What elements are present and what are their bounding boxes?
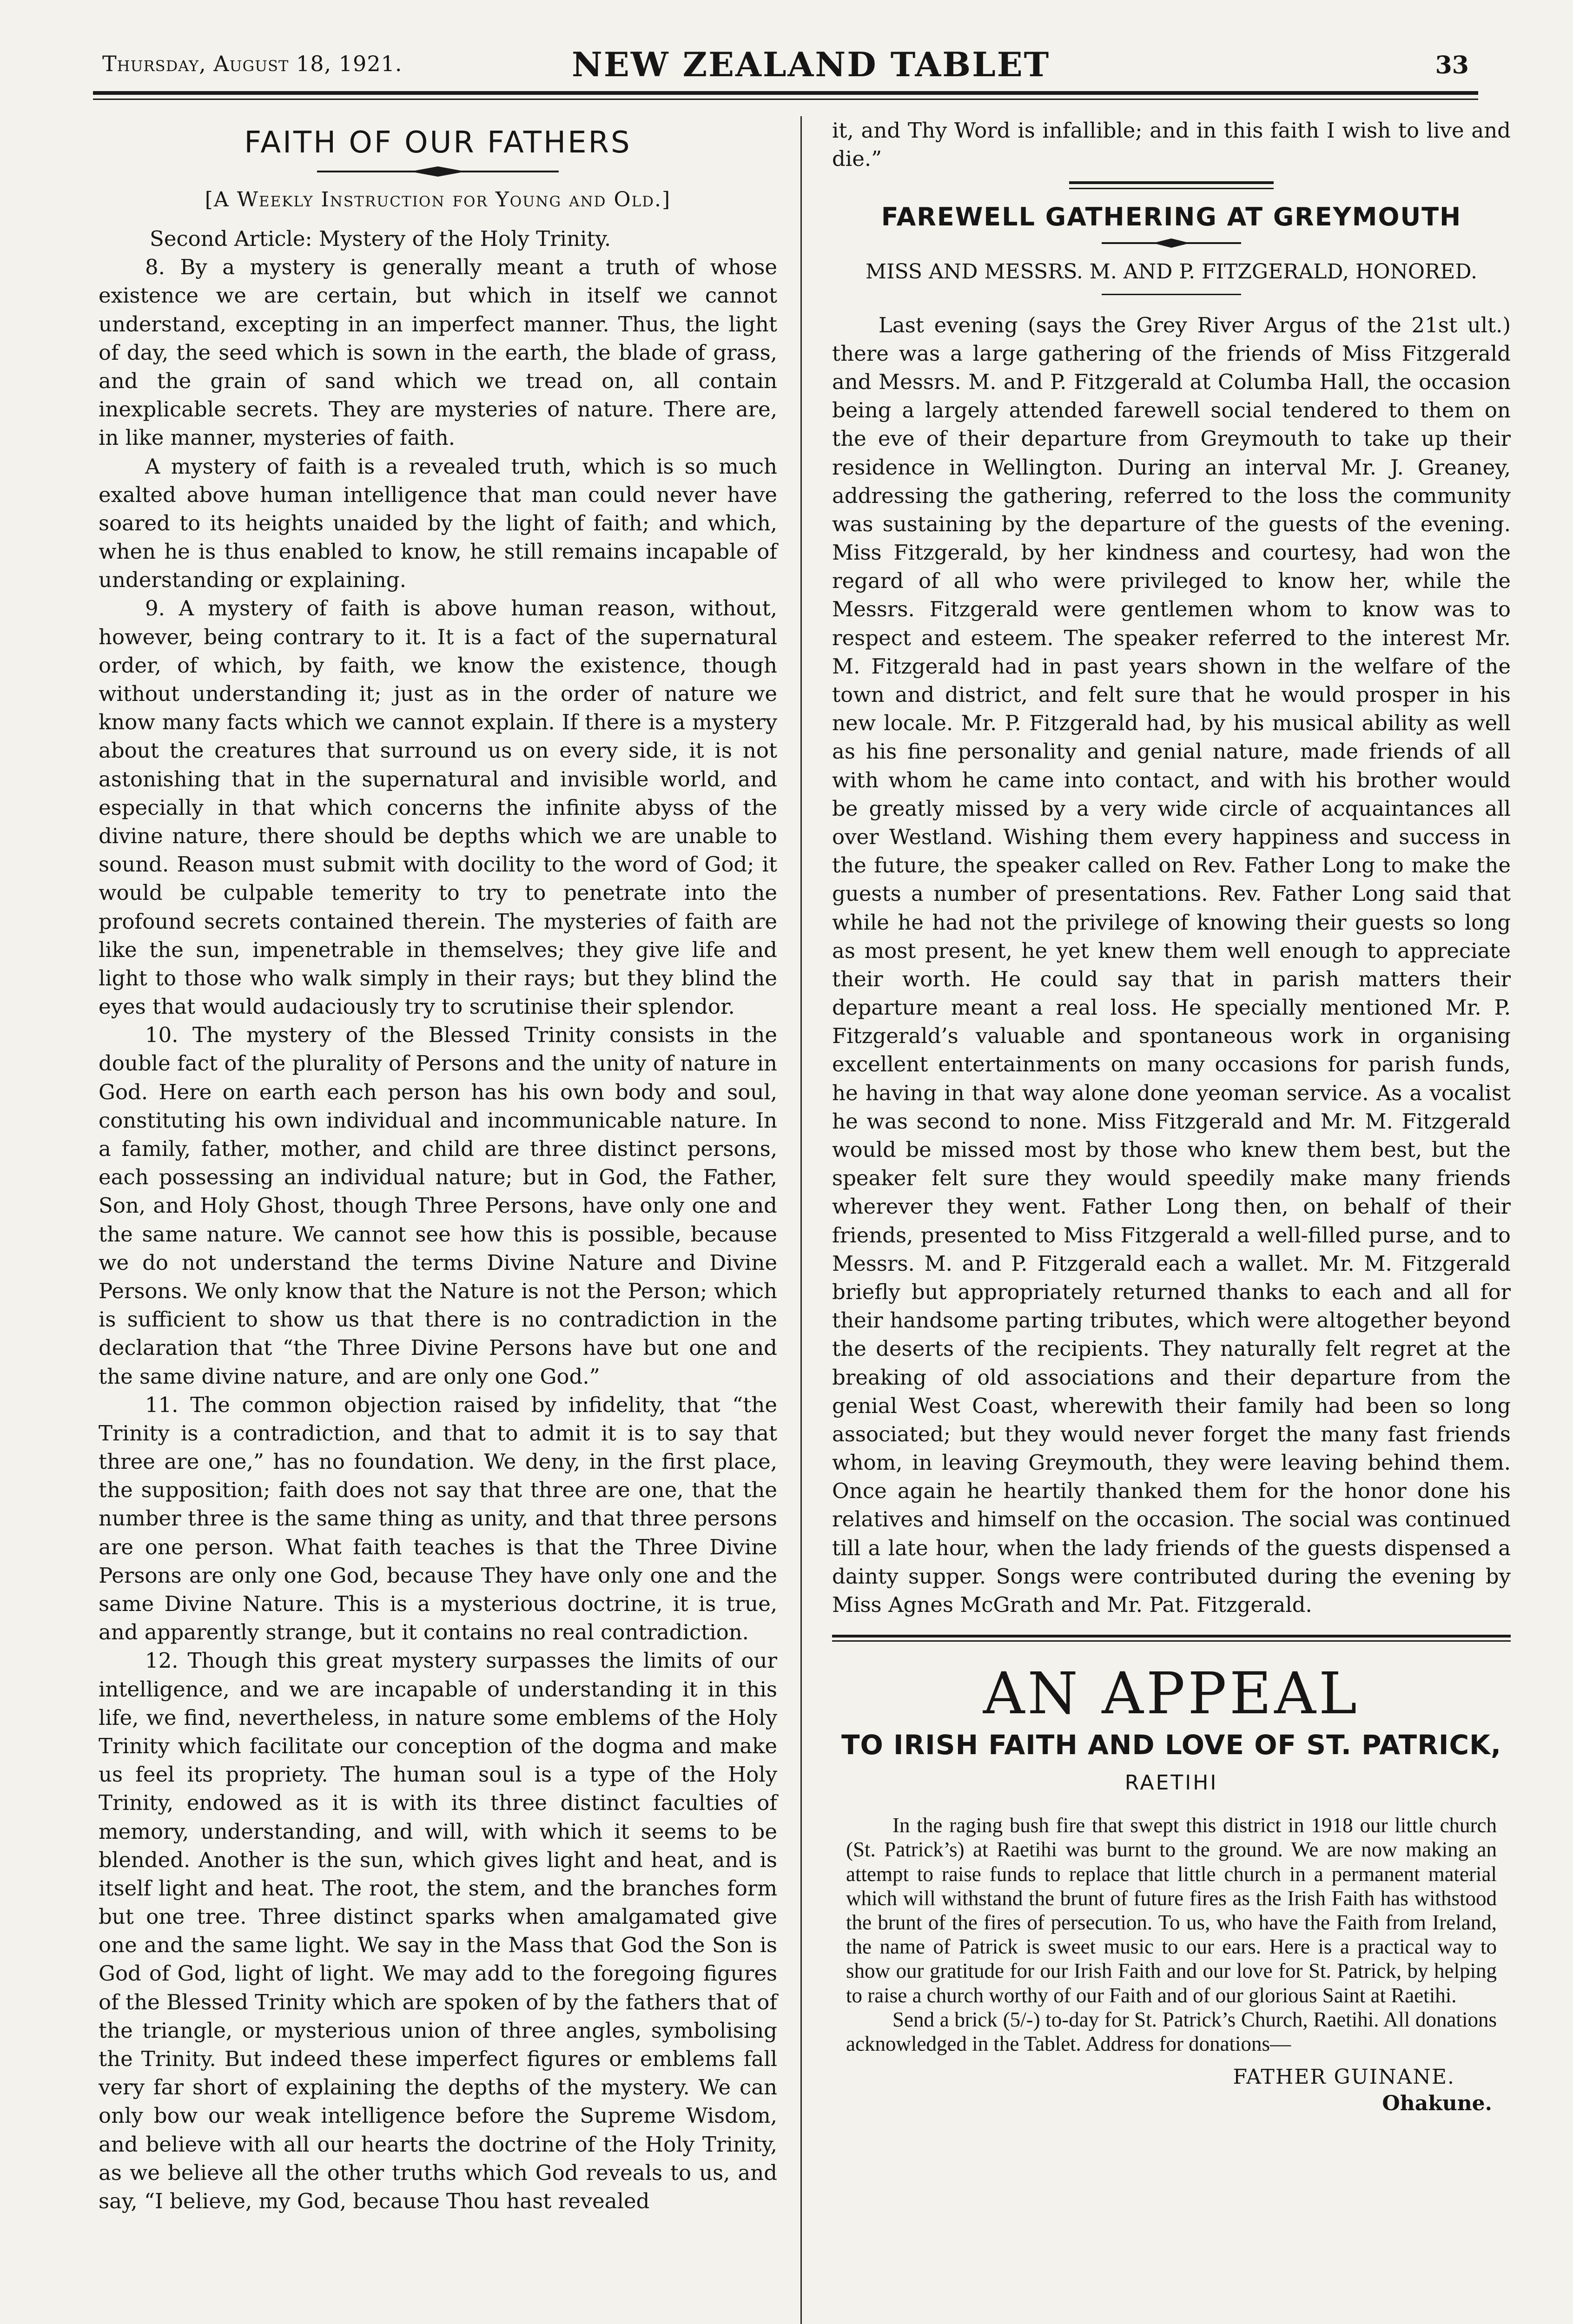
article-paragraph: 11. The common objection raised by infidelity, that “the Trinity is a contradiction, and that to admit it is to say that three are one,” has no foundation. We deny, in the first place, the supposition; faith does not say that three are one, that the number three is the same thing as unity, and that three persons are one person. What faith teaches is that the Three Divine Persons are only one God, because They have only one and the same Divine Nature. This is a mysterious doctrine, it is true, and apparently strange, but it contains no real contradiction. bbox=[99, 1392, 777, 1645]
appeal-signoff-place: Ohakune. bbox=[1382, 2092, 1492, 2116]
masthead-rule-thin bbox=[93, 99, 1478, 100]
faith-article-subtitle: [A Weekly Instruction for Young and Old.] bbox=[205, 188, 671, 211]
short-divider bbox=[1102, 294, 1241, 295]
right-column bbox=[832, 116, 1511, 2115]
faith-article-title: FAITH OF OUR FATHERS bbox=[244, 125, 632, 160]
newspaper-title: NEW ZEALAND TABLET bbox=[572, 45, 1051, 84]
article-paragraph: 12. Though this great mystery surpasses the limits of our intelligence, and we are incapable of understanding it in this life, we find, nevertheless, in nature some emblems of the Holy Trinity which facilitate our conception of the dogma and make us feel its propriety. The human soul is a type of the Holy Trinity, endowed as it is with its three distinct faculties of memory, understanding, and will, with which it seems to be blended. Another is the sun, which gives light and heat, and is itself light and heat. The root, the stem, and the branches form but one tree. Three distinct sparks when amalgamated give one and the same light. We say in the Mass that God the Son is God of God, light of light. We may add to the foregoing figures of the Blessed Trinity which are spoken of by the fathers that of the triangle, or mysterious union of three angles, symbolising the Trinity. But indeed these imperfect figures or emblems fall very far short of explaining the depths of the mystery. We can only bow our weak intelligence before the Supreme Wisdom, and believe with all our hearts the doctrine of the Holy Trinity, as we believe all the other truths which God reveals to us, and say, “I believe, my God, because Thou hast revealed bbox=[99, 1648, 777, 2213]
masthead-rule bbox=[93, 91, 1478, 95]
appeal-top-rule-thin bbox=[832, 1640, 1511, 1642]
appeal-subtitle: TO IRISH FAITH AND LOVE OF ST. PATRICK, bbox=[841, 1729, 1501, 1761]
article-paragraph: 8. By a mystery is generally meant a truth of whose existence we are certain, but which in itself we cannot understand, excepting in an imperfect manner. Thus, the light of day, the seed which is sown in the earth, the blade of grass, and the grain of sand which we tread on, all contain inexplicable secrets. They are mysteries of nature. There are, in like manner, mysteries of faith. bbox=[99, 255, 777, 450]
farewell-article-title: FAREWELL GATHERING AT GREYMOUTH bbox=[881, 202, 1462, 232]
appeal-title: AN APPEAL bbox=[983, 1660, 1360, 1728]
article-paragraph: 10. The mystery of the Blessed Trinity consists in the double fact of the plurality of Persons and the unity of nature in God. Here on earth each person has his own body and soul, constituting his own individual and incommunicable nature. In a family, father, mother, and child are three distinct persons, each possessing an individual nature; but in God, the Father, Son, and Holy Ghost, though Three Persons, have only one and the same nature. We cannot see how this is possible, because we do not understand the terms Divine Nature and Divine Persons. We only know that the Nature is not the Person; which is sufficient to show us that there is no contradiction in the declaration that “the Three Divine Persons have but one and the same divine nature, and are only one God.” bbox=[99, 1023, 777, 1389]
page-number: 33 bbox=[1435, 51, 1469, 79]
section-divider bbox=[1069, 181, 1274, 189]
ornament-divider-icon bbox=[1102, 237, 1241, 249]
issue-date: Thursday, August 18, 1921. bbox=[102, 51, 403, 76]
farewell-article-subtitle: MISS AND MESSRS. M. AND P. FITZGERALD, HONORED. bbox=[866, 260, 1477, 284]
appeal-body bbox=[832, 1813, 1511, 2056]
left-column bbox=[99, 116, 777, 2215]
article-paragraph: 9. A mystery of faith is above human reason, without, however, being contrary to it. It is a fact of the supernatural order, of which, by faith, we know the existence, though without understanding it; just as in the order of nature we know many facts which we cannot explain. If there is a mystery about the creatures that surround us on every side, it is not astonishing that in the supernatural and invisible world, and especially in that which concerns the infinite abyss of the divine nature, there should be depths which we are unable to sound. Reason must submit with docility to the word of God; it would be culpable temerity to try to penetrate into the profound secrets contained therein. The mysteries of faith are like the sun, impenetrable in themselves; they give life and light to those who walk simply in their rays; but they blind the eyes that would audaciously try to scrutinise their splendor. bbox=[99, 596, 777, 1019]
appeal-paragraph: Send a brick (5/-) to-day for St. Patrick’s Church, Raetihi. All donations acknowledged in the Tablet. Address for donations— bbox=[846, 2007, 1497, 2055]
article-paragraph: Second Article: Mystery of the Holy Trinity. bbox=[150, 226, 611, 251]
masthead bbox=[93, 45, 1478, 89]
appeal-signoff: FATHER GUINANE. bbox=[1233, 2065, 1455, 2089]
article-paragraph: A mystery of faith is a revealed truth, which is so much exalted above human intelligence that man could never have soared to its heights unaided by the light of faith; and which, when he is thus enabled to know, he still remains incapable of understanding or explaining. bbox=[99, 454, 777, 593]
appeal-paragraph: In the raging bush fire that swept this district in 1918 our little church (St. Patrick’s) at Raetihi was burnt to the ground. We are now making an attempt to raise funds to replace that little church in a permanent material which will withstand the brunt of future fires as the Irish Faith has withstood the brunt of the fires of persecution. To us, who have the Faith from Ireland, the name of Patrick is sweet music to our ears. Here is a practical way to show our gratitude for our Irish Faith and our love for St. Patrick, by helping to raise a church worthy of our Faith and of our glorious Saint at Raetihi. bbox=[846, 1814, 1497, 2007]
appeal-place: RAETIHI bbox=[1124, 1771, 1218, 1795]
column-divider bbox=[800, 116, 802, 2324]
appeal-top-rule bbox=[832, 1635, 1511, 1637]
farewell-article-body: Last evening (says the Grey River Argus of the 21st ult.) there was a large gathering of the friends of Miss Fitzgerald and Messrs. M. and P. Fitzgerald at Columba Hall, the occasion being a largely attended farewell social tendered to them on the eve of their departure from Greymouth to take up their residence in Wellington. During an interval Mr. J. Greaney, addressing the gathering, referred to the loss the community was sustaining by the departure of the guests of the evening. Miss Fitzgerald, by her kindness and courtesy, had won the regard of all who were privileged to know her, while the Messrs. Fitzgerald were gentlemen whom to know was to respect and esteem. The speaker referred to the interest Mr. M. Fitzgerald had in past years shown in the welfare of the town and district, and felt sure that he would prosper in his new locale. Mr. P. Fitzgerald had, by his musical ability as well as his fine personality and genial nature, made friends of all with whom he came into contact, and with his brother would be greatly missed by a very wide circle of acquaintances all over Westland. Wishing them every happiness and success in the future, the speaker called on Rev. Father Long to make the guests a number of presentations. Rev. Father Long said that while he had not the privilege of knowing their guests so long as most present, he yet knew them well enough to appreciate their worth. He could say that in parish matters their departure meant a real loss. He specially mentioned Mr. P. Fitzgerald’s valuable and spontaneous work in organising excellent entertainments on many occasions for parish funds, he having in that way alone done yeoman service. As a vocalist he was second to none. Miss Fitzgerald and Mr. M. Fitzgerald would be missed most by those who knew them best, but the speaker felt sure they would speedily make many friends wherever they went. Father Long then, on behalf of their friends, presented to Miss Fitzgerald a well-filled purse, and to Messrs. M. and P. Fitzgerald each a wallet. Mr. M. Fitzgerald briefly but appropriately returned thanks to each and all for their handsome parting tributes, which were altogether beyond the deserts of the recipients. They naturally felt regret at the breaking of old associations and their departure from the genial West Coast, wherewith their family had been so long associated; but they would never forget the many fast friends whom, in leaving Greymouth, they were leaving behind them. Once again he heartily thanked them for the honor done his relatives and himself on the occasion. The social was continued till a late hour, when the lady friends of the guests dispensed a dainty supper. Songs were contributed during the evening by Miss Agnes McGrath and Mr. Pat. Fitzgerald. bbox=[832, 312, 1511, 1617]
ornament-divider-icon bbox=[317, 165, 559, 178]
faith-article-continuation: it, and Thy Word is infallible; and in this faith I wish to live and die.” bbox=[832, 118, 1511, 172]
